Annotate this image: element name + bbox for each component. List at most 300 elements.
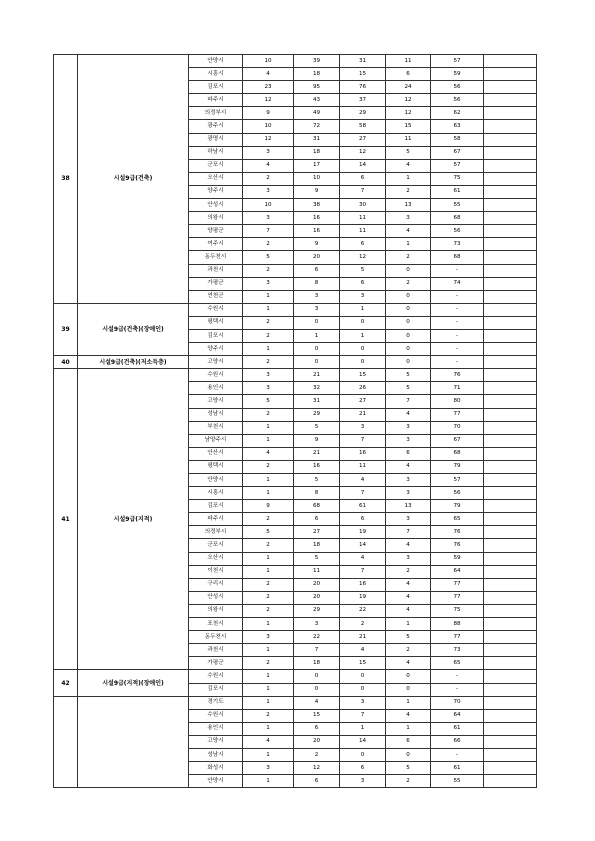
note-cell (484, 618, 537, 631)
note-cell (484, 382, 537, 395)
passers-cell: 1 (386, 722, 431, 735)
examinees-cell: 0 (340, 343, 386, 356)
region-cell: 양주시 (189, 343, 243, 356)
cutoff-cell: 67 (431, 146, 484, 159)
region-cell: 성남시 (189, 408, 243, 421)
applicants-cell: 6 (294, 264, 340, 277)
applicants-cell: 15 (294, 709, 340, 722)
note-cell (484, 474, 537, 487)
group-number: 40 (54, 356, 78, 369)
quota-cell: 1 (243, 343, 294, 356)
quota-cell: 12 (243, 133, 294, 146)
quota-cell: 1 (243, 670, 294, 683)
region-cell: 구리시 (189, 578, 243, 591)
examinees-cell: 6 (340, 762, 386, 775)
examinees-cell: 15 (340, 369, 386, 382)
quota-cell: 3 (243, 146, 294, 159)
region-cell: 안성시 (189, 199, 243, 212)
note-cell (484, 199, 537, 212)
passers-cell: 13 (386, 500, 431, 513)
applicants-cell: 0 (294, 343, 340, 356)
cutoff-cell: 77 (431, 631, 484, 644)
cutoff-cell: 55 (431, 775, 484, 788)
table-row (54, 356, 537, 369)
region-cell: 용인시 (189, 382, 243, 395)
cutoff-cell: - (431, 316, 484, 329)
examinees-cell: 7 (340, 487, 386, 500)
region-cell: 가평군 (189, 277, 243, 290)
applicants-cell: 72 (294, 120, 340, 133)
applicants-cell: 20 (294, 251, 340, 264)
note-cell (484, 185, 537, 198)
region-cell: 가평군 (189, 657, 243, 670)
applicants-cell: 5 (294, 474, 340, 487)
cutoff-cell: 76 (431, 526, 484, 539)
applicants-cell: 4 (294, 696, 340, 709)
passers-cell: 6 (386, 68, 431, 81)
table-row (54, 369, 537, 382)
note-cell (484, 513, 537, 526)
quota-cell: 3 (243, 382, 294, 395)
applicants-cell: 32 (294, 382, 340, 395)
passers-cell: 4 (386, 159, 431, 172)
applicants-cell: 9 (294, 185, 340, 198)
quota-cell: 1 (243, 421, 294, 434)
quota-cell: 2 (243, 657, 294, 670)
applicants-cell: 5 (294, 552, 340, 565)
quota-cell: 2 (243, 578, 294, 591)
quota-cell: 3 (243, 369, 294, 382)
examinees-cell: 0 (340, 356, 386, 369)
passers-cell: 7 (386, 395, 431, 408)
examinees-cell: 37 (340, 94, 386, 107)
passers-cell: 11 (386, 55, 431, 68)
cutoff-cell: 59 (431, 68, 484, 81)
examinees-cell: 6 (340, 513, 386, 526)
region-cell: 동두천시 (189, 631, 243, 644)
region-cell: 군포시 (189, 539, 243, 552)
note-cell (484, 343, 537, 356)
note-cell (484, 421, 537, 434)
passers-cell: 0 (386, 316, 431, 329)
passers-cell: 3 (386, 552, 431, 565)
region-cell: 평택시 (189, 316, 243, 329)
region-cell: 과천시 (189, 264, 243, 277)
cutoff-cell: 73 (431, 644, 484, 657)
region-cell: 여주시 (189, 238, 243, 251)
quota-cell: 9 (243, 500, 294, 513)
applicants-cell: 21 (294, 447, 340, 460)
region-cell: 오산시 (189, 552, 243, 565)
examinees-cell: 11 (340, 460, 386, 473)
applicants-cell: 0 (294, 670, 340, 683)
examinees-cell: 12 (340, 146, 386, 159)
examinees-cell: 27 (340, 133, 386, 146)
applicants-cell: 9 (294, 238, 340, 251)
note-cell (484, 526, 537, 539)
cutoff-cell: - (431, 356, 484, 369)
applicants-cell: 2 (294, 748, 340, 761)
cutoff-cell: 64 (431, 709, 484, 722)
quota-cell: 1 (243, 290, 294, 303)
applicants-cell: 49 (294, 107, 340, 120)
quota-cell: 23 (243, 81, 294, 94)
applicants-cell: 6 (294, 775, 340, 788)
applicants-cell: 6 (294, 513, 340, 526)
note-cell (484, 500, 537, 513)
cutoff-cell: 57 (431, 474, 484, 487)
examinees-cell: 12 (340, 251, 386, 264)
note-cell (484, 748, 537, 761)
examinees-cell: 6 (340, 238, 386, 251)
note-cell (484, 172, 537, 185)
region-cell: 김포시 (189, 683, 243, 696)
position-name: 시설9급(건축)(저소득층) (78, 356, 189, 369)
applicants-cell: 22 (294, 631, 340, 644)
cutoff-cell: - (431, 748, 484, 761)
quota-cell: 1 (243, 474, 294, 487)
quota-cell: 2 (243, 539, 294, 552)
cutoff-cell: 61 (431, 722, 484, 735)
cutoff-cell: 61 (431, 762, 484, 775)
examinees-cell: 1 (340, 303, 386, 316)
note-cell (484, 683, 537, 696)
region-cell: 안양시 (189, 775, 243, 788)
cutoff-cell: 75 (431, 172, 484, 185)
examinees-cell: 3 (340, 696, 386, 709)
cutoff-cell: 68 (431, 447, 484, 460)
applicants-cell: 12 (294, 762, 340, 775)
region-cell: 군포시 (189, 159, 243, 172)
region-cell: 포천시 (189, 618, 243, 631)
note-cell (484, 133, 537, 146)
note-cell (484, 159, 537, 172)
quota-cell: 5 (243, 526, 294, 539)
quota-cell: 1 (243, 565, 294, 578)
passers-cell: 12 (386, 107, 431, 120)
passers-cell: 0 (386, 748, 431, 761)
cutoff-cell: - (431, 329, 484, 342)
table-row (54, 696, 537, 709)
note-cell (484, 670, 537, 683)
note-cell (484, 94, 537, 107)
cutoff-cell: 76 (431, 369, 484, 382)
note-cell (484, 552, 537, 565)
passers-cell: 4 (386, 225, 431, 238)
region-cell: 이천시 (189, 565, 243, 578)
examinees-cell: 4 (340, 552, 386, 565)
applicants-cell: 3 (294, 303, 340, 316)
quota-cell: 1 (243, 722, 294, 735)
passers-cell: 12 (386, 94, 431, 107)
cutoff-cell: 76 (431, 539, 484, 552)
applicants-cell: 1 (294, 329, 340, 342)
quota-cell: 5 (243, 395, 294, 408)
region-cell: 안양시 (189, 474, 243, 487)
examinees-cell: 2 (340, 618, 386, 631)
applicants-cell: 16 (294, 460, 340, 473)
region-cell: 광주시 (189, 120, 243, 133)
cutoff-cell: - (431, 290, 484, 303)
cutoff-cell: 73 (431, 238, 484, 251)
cutoff-cell: 88 (431, 618, 484, 631)
applicants-cell: 7 (294, 644, 340, 657)
note-cell (484, 578, 537, 591)
applicants-cell: 18 (294, 657, 340, 670)
passers-cell: 5 (386, 382, 431, 395)
note-cell (484, 356, 537, 369)
note-cell (484, 251, 537, 264)
examinees-cell: 7 (340, 185, 386, 198)
cutoff-cell: 56 (431, 94, 484, 107)
quota-cell: 2 (243, 408, 294, 421)
passers-cell: 4 (386, 604, 431, 617)
quota-cell: 2 (243, 238, 294, 251)
passers-cell: 4 (386, 408, 431, 421)
quota-cell: 1 (243, 487, 294, 500)
examinees-cell: 15 (340, 657, 386, 670)
note-cell (484, 55, 537, 68)
passers-cell: 6 (386, 735, 431, 748)
passers-cell: 1 (386, 238, 431, 251)
applicants-cell: 6 (294, 722, 340, 735)
passers-cell: 2 (386, 277, 431, 290)
note-cell (484, 212, 537, 225)
applicants-cell: 10 (294, 172, 340, 185)
region-cell: 안산시 (189, 447, 243, 460)
cutoff-cell: 56 (431, 81, 484, 94)
applicants-cell: 8 (294, 487, 340, 500)
examinees-cell: 1 (340, 722, 386, 735)
examinees-cell: 61 (340, 500, 386, 513)
note-cell (484, 735, 537, 748)
quota-cell: 5 (243, 251, 294, 264)
region-cell: 시흥시 (189, 68, 243, 81)
region-cell: 의정부시 (189, 107, 243, 120)
group-number (54, 696, 78, 788)
examinees-cell: 19 (340, 591, 386, 604)
note-cell (484, 68, 537, 81)
quota-cell: 1 (243, 683, 294, 696)
examinees-cell: 29 (340, 107, 386, 120)
note-cell (484, 290, 537, 303)
applicants-cell: 18 (294, 146, 340, 159)
quota-cell: 2 (243, 513, 294, 526)
region-cell: 의왕시 (189, 604, 243, 617)
passers-cell: 0 (386, 356, 431, 369)
region-cell: 하남시 (189, 146, 243, 159)
note-cell (484, 631, 537, 644)
region-cell: 양주시 (189, 185, 243, 198)
passers-cell: 2 (386, 251, 431, 264)
examinees-cell: 26 (340, 382, 386, 395)
applicants-cell: 31 (294, 133, 340, 146)
passers-cell: 0 (386, 264, 431, 277)
position-name: 시설9급(건축) (78, 55, 189, 304)
passers-cell: 5 (386, 631, 431, 644)
passers-cell: 0 (386, 290, 431, 303)
cutoff-cell: 55 (431, 199, 484, 212)
cutoff-cell: 74 (431, 277, 484, 290)
note-cell (484, 395, 537, 408)
cutoff-cell: 79 (431, 500, 484, 513)
examinees-cell: 0 (340, 670, 386, 683)
applicants-cell: 68 (294, 500, 340, 513)
note-cell (484, 369, 537, 382)
cutoff-cell: 64 (431, 565, 484, 578)
region-cell: 시흥시 (189, 487, 243, 500)
cutoff-cell: 62 (431, 107, 484, 120)
cutoff-cell: 59 (431, 552, 484, 565)
cutoff-cell: 65 (431, 513, 484, 526)
quota-cell: 3 (243, 762, 294, 775)
passers-cell: 0 (386, 343, 431, 356)
quota-cell: 10 (243, 199, 294, 212)
passers-cell: 0 (386, 683, 431, 696)
passers-cell: 3 (386, 434, 431, 447)
quota-cell: 4 (243, 735, 294, 748)
note-cell (484, 225, 537, 238)
note-cell (484, 604, 537, 617)
examinees-cell: 6 (340, 277, 386, 290)
cutoff-cell: - (431, 264, 484, 277)
region-cell: 양평군 (189, 225, 243, 238)
quota-cell: 2 (243, 329, 294, 342)
passers-cell: 4 (386, 578, 431, 591)
region-cell: 김포시 (189, 329, 243, 342)
quota-cell: 1 (243, 644, 294, 657)
region-cell: 고양시 (189, 735, 243, 748)
note-cell (484, 120, 537, 133)
note-cell (484, 434, 537, 447)
quota-cell: 4 (243, 447, 294, 460)
note-cell (484, 775, 537, 788)
examinees-cell: 7 (340, 565, 386, 578)
passers-cell: 6 (386, 447, 431, 460)
region-cell: 성남시 (189, 748, 243, 761)
passers-cell: 0 (386, 303, 431, 316)
quota-cell: 1 (243, 748, 294, 761)
region-cell: 평택시 (189, 460, 243, 473)
note-cell (484, 565, 537, 578)
passers-cell: 0 (386, 670, 431, 683)
examinees-cell: 7 (340, 709, 386, 722)
group-number: 38 (54, 55, 78, 304)
region-cell: 파주시 (189, 94, 243, 107)
note-cell (484, 722, 537, 735)
region-cell: 용인시 (189, 722, 243, 735)
examinees-cell: 5 (340, 264, 386, 277)
note-cell (484, 762, 537, 775)
quota-cell: 2 (243, 604, 294, 617)
quota-cell: 1 (243, 434, 294, 447)
applicants-cell: 0 (294, 316, 340, 329)
quota-cell: 3 (243, 185, 294, 198)
cutoff-cell: 77 (431, 578, 484, 591)
quota-cell: 3 (243, 277, 294, 290)
note-cell (484, 447, 537, 460)
cutoff-cell: 56 (431, 225, 484, 238)
quota-cell: 2 (243, 356, 294, 369)
passers-cell: 0 (386, 329, 431, 342)
applicants-cell: 11 (294, 565, 340, 578)
quota-cell: 2 (243, 316, 294, 329)
quota-cell: 2 (243, 460, 294, 473)
passers-cell: 5 (386, 762, 431, 775)
passers-cell: 4 (386, 460, 431, 473)
passers-cell: 4 (386, 709, 431, 722)
cutoff-cell: 71 (431, 382, 484, 395)
quota-cell: 1 (243, 696, 294, 709)
quota-cell: 1 (243, 618, 294, 631)
applicants-cell: 9 (294, 434, 340, 447)
quota-cell: 1 (243, 552, 294, 565)
cutoff-cell: 65 (431, 657, 484, 670)
applicants-cell: 21 (294, 369, 340, 382)
examinees-cell: 21 (340, 631, 386, 644)
passers-cell: 4 (386, 539, 431, 552)
region-cell: 김포시 (189, 81, 243, 94)
position-name: 시설9급(지적) (78, 369, 189, 670)
note-cell (484, 81, 537, 94)
region-cell: 고양시 (189, 395, 243, 408)
note-cell (484, 238, 537, 251)
table-row (54, 55, 537, 68)
quota-cell: 1 (243, 303, 294, 316)
cutoff-cell: 57 (431, 159, 484, 172)
examinees-cell: 7 (340, 434, 386, 447)
note-cell (484, 107, 537, 120)
applicants-cell: 16 (294, 212, 340, 225)
passers-cell: 15 (386, 120, 431, 133)
applicants-cell: 0 (294, 683, 340, 696)
examinees-cell: 22 (340, 604, 386, 617)
region-cell: 오산시 (189, 172, 243, 185)
passers-cell: 1 (386, 618, 431, 631)
region-cell: 수원시 (189, 303, 243, 316)
examinees-cell: 27 (340, 395, 386, 408)
examinees-cell: 58 (340, 120, 386, 133)
examinees-cell: 15 (340, 68, 386, 81)
note-cell (484, 264, 537, 277)
cutoff-cell: 80 (431, 395, 484, 408)
cutoff-cell: - (431, 343, 484, 356)
note-cell (484, 487, 537, 500)
applicants-cell: 18 (294, 539, 340, 552)
quota-cell: 2 (243, 172, 294, 185)
passers-cell: 5 (386, 146, 431, 159)
cutoff-cell: 63 (431, 120, 484, 133)
quota-cell: 2 (243, 709, 294, 722)
applicants-cell: 95 (294, 81, 340, 94)
examinees-cell: 11 (340, 225, 386, 238)
cutoff-cell: 70 (431, 421, 484, 434)
examinees-cell: 31 (340, 55, 386, 68)
note-cell (484, 591, 537, 604)
quota-cell: 4 (243, 68, 294, 81)
group-number: 39 (54, 303, 78, 355)
applicants-cell: 29 (294, 604, 340, 617)
examinees-cell: 3 (340, 290, 386, 303)
table-body (54, 55, 537, 788)
cutoff-cell: 70 (431, 696, 484, 709)
note-cell (484, 303, 537, 316)
cutoff-cell: 75 (431, 604, 484, 617)
quota-cell: 2 (243, 264, 294, 277)
cutoff-cell: 68 (431, 251, 484, 264)
applicants-cell: 18 (294, 68, 340, 81)
region-cell: 동두천시 (189, 251, 243, 264)
